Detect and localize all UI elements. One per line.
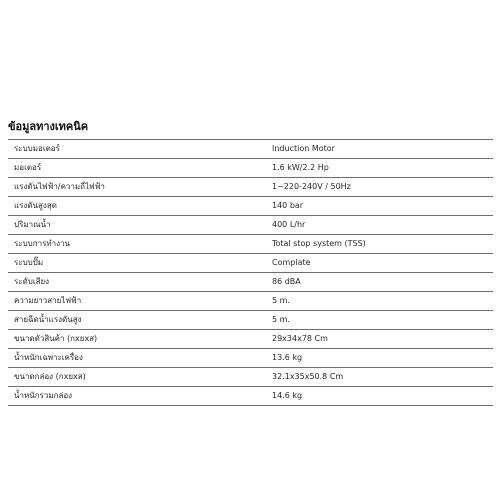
spec-value: 32.1x35x50.8 Cm [272,368,493,387]
spec-label: มอเตอร์ [8,159,272,178]
spec-value: 400 L/hr [272,216,493,235]
table-row [8,159,493,178]
spec-label: ความยาวสายไฟฟ้า [8,292,272,311]
spec-value: Total stop system (TSS) [272,235,493,254]
spec-table [8,139,493,406]
table-row [8,216,493,235]
spec-title: ข้อมูลทางเทคนิค [8,120,89,133]
table-row [8,178,493,197]
table-row [8,349,493,368]
spec-value: Induction Motor [272,140,493,159]
spec-value: 14.6 kg [272,387,493,406]
table-row [8,387,493,406]
spec-label: แรงดันไฟฟ้า/ความถี่ไฟฟ้า [8,178,272,197]
table-row [8,197,493,216]
spec-label: น้ำหนักรวมกล่อง [8,387,272,406]
table-row [8,235,493,254]
spec-value: 29x34x78 Cm [272,330,493,349]
spec-label: น้ำหนักเฉพาะเครื่อง [8,349,272,368]
table-row [8,330,493,349]
table-row [8,292,493,311]
table-row [8,254,493,273]
spec-label: ระดับเสียง [8,273,272,292]
spec-value: Complate [272,254,493,273]
table-row [8,368,493,387]
spec-label: ระบบการทำงาน [8,235,272,254]
spec-label: ขนาดกล่อง (กxยxส) [8,368,272,387]
spec-value: 86 dBA [272,273,493,292]
spec-value: 5 m. [272,311,493,330]
table-row [8,140,493,159]
spec-label: ปริมาณน้ำ [8,216,272,235]
spec-label: ระบบปั๊ม [8,254,272,273]
spec-label: ระบบมอเตอร์ [8,140,272,159]
table-row [8,273,493,292]
spec-value: 1.6 kW/2.2 Hp [272,159,493,178]
spec-section [8,118,493,406]
spec-value: 140 bar [272,197,493,216]
spec-value: 5 m. [272,292,493,311]
spec-value: 13.6 kg [272,349,493,368]
spec-label: สายฉีดน้ำแรงดันสูง [8,311,272,330]
spec-value: 1~220-240V / 50Hz [272,178,493,197]
table-row [8,311,493,330]
spec-label: ขนาดตัวสินค้า (กxยxส) [8,330,272,349]
spec-label: แรงดันสูงสุด [8,197,272,216]
